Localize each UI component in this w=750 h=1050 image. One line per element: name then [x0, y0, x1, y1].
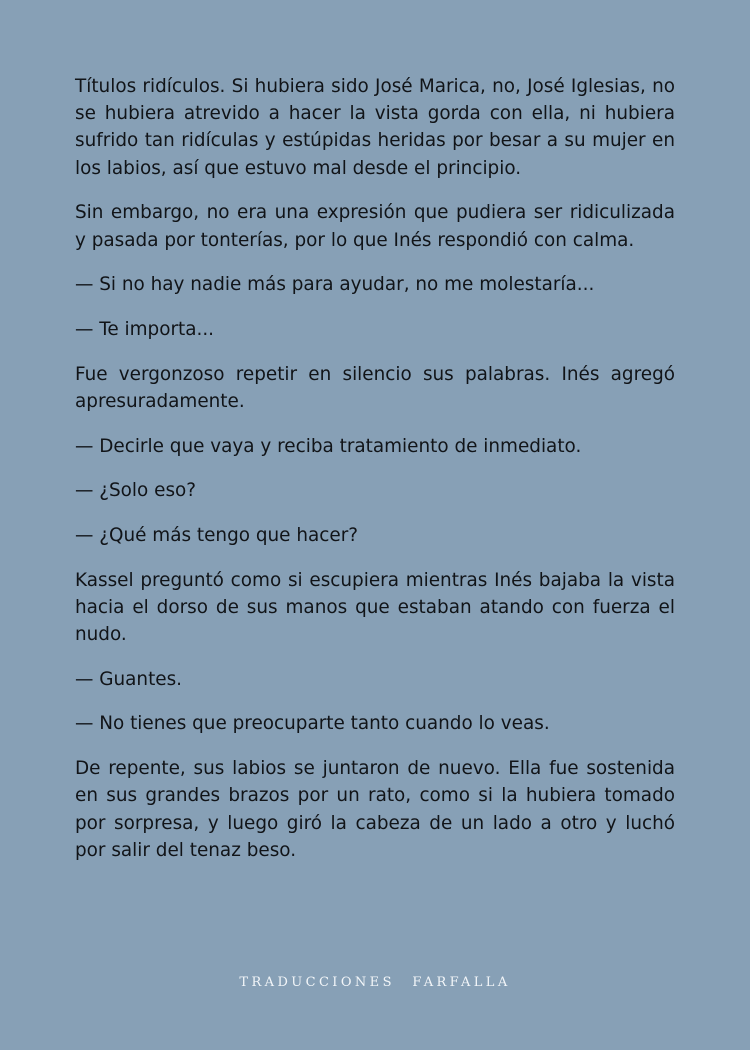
paragraph-narration: De repente, sus labios se juntaron de nuevo. Ella fue sostenida en sus grandes brazos por un rato, como si la hubiera tomado por sorpresa, y luego giró la cabeza de un lado a otro y luchó por salir del tenaz beso. [75, 758, 675, 861]
paragraph-dialogue: — Guantes. [75, 668, 183, 690]
body-text [75, 73, 675, 881]
paragraph-dialogue: — Si no hay nadie más para ayudar, no me molestaría... [75, 274, 595, 296]
paragraph-dialogue: — ¿Solo eso? [75, 480, 197, 502]
paragraph-narration: Sin embargo, no era una expresión que pudiera ser ridiculizada y pasada por tonterías, por lo que Inés respondió con calma. [75, 202, 675, 251]
paragraph-narration: Títulos ridículos. Si hubiera sido José Marica, no, José Iglesias, no se hubiera atrevido a hacer la vista gorda con ella, ni hubiera sufrido tan ridículas y estúpidas heridas por besar a su mujer en los labios, así que estuvo mal desde el principio. [75, 76, 675, 179]
paragraph-dialogue: — No tienes que preocuparte tanto cuando lo veas. [75, 713, 550, 735]
paragraph-narration: Fue vergonzoso repetir en silencio sus palabras. Inés agregó apresuradamente. [75, 363, 675, 412]
paragraph-narration: Kassel preguntó como si escupiera mientras Inés bajaba la vista hacia el dorso de sus manos que estaban atando con fuerza el nudo. [75, 569, 675, 646]
footer-credit: TRADUCCIONES FARFALLA [239, 975, 511, 990]
paragraph-dialogue: — Decirle que vaya y reciba tratamiento de inmediato. [75, 435, 582, 457]
paragraph-dialogue: — ¿Qué más tengo que hacer? [75, 524, 359, 546]
paragraph-dialogue: — Te importa... [75, 318, 215, 340]
